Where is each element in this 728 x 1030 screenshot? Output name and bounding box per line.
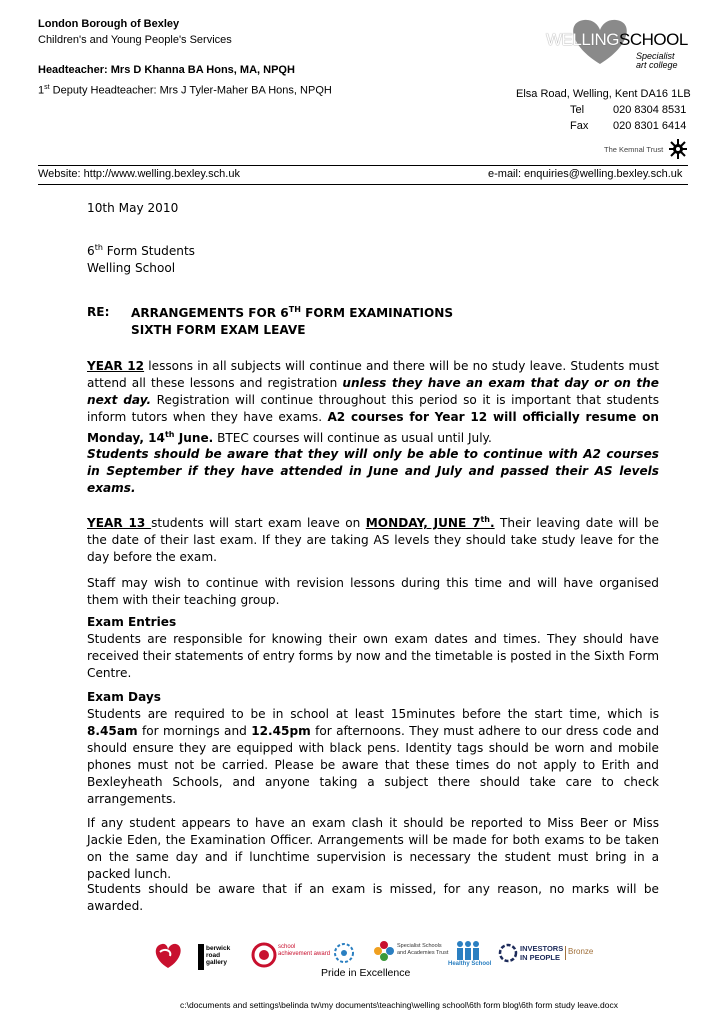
school-address: Elsa Road, Welling, Kent DA16 1LB: [516, 88, 691, 100]
exam-entries-section: Exam Entries Students are responsible for knowing their own exam dates and times. They should have received their statements of entry forms by now and the timetable is posted in the Sixth Form Centre.: [87, 615, 659, 680]
document-file-path: c:\documents and settings\belinda tw\my documents\teaching\welling school\6th form blog\6th form study leave.docx: [180, 1000, 618, 1010]
circular-badge-icon: [333, 942, 355, 964]
org-name: London Borough of Bexley: [38, 18, 180, 30]
letter-date: 10th May 2010: [87, 201, 179, 215]
specialist-schools-trust-logo: Specialist Schools and Academies Trust: [373, 940, 445, 968]
award-ribbon-icon: [250, 940, 278, 970]
fax-label: Fax: [570, 120, 589, 132]
re-label: RE:: [87, 305, 110, 319]
red-swirl-logo-icon: [150, 940, 186, 970]
org-department: Children's and Young People's Services: [38, 34, 232, 46]
missed-exam-paragraph: Students should be aware that if an exam is missed, for any reason, no marks will be awarded.: [87, 882, 659, 913]
recipient: 6th Form Students Welling School: [87, 243, 195, 276]
pride-in-excellence-tagline: Pride in Excellence: [321, 967, 411, 979]
email-link[interactable]: e-mail: enquiries@welling.bexley.sch.uk: [488, 168, 683, 180]
people-icon: [454, 940, 482, 960]
subject-heading: ARRANGEMENTS FOR 6TH FORM EXAMINATIONS SIXTH FORM EXAM LEAVE: [131, 305, 454, 338]
welling-school-logo: [540, 14, 690, 74]
exam-days-section: Exam Days Students are required to be in school at least 15minutes before the start time, which is 8.45am for mornings and 12.45pm for afternoons. They must adhere to our dress code and should ensure they are equipped with black pens. Identity tags should be worn and mobile phones must not be carried. Please be aware that these times do not apply to Erith and Bexleyheath Schools, and anyone taking a subject there should take care to check arrangements.: [87, 690, 659, 806]
header-rule-top: [38, 165, 688, 166]
revision-paragraph: Staff may wish to continue with revision lessons during this time and will have organised them with their teaching group.: [87, 576, 659, 607]
exam-days-heading: Exam Days: [87, 690, 161, 704]
berwick-road-gallery-logo: berwick road gallery: [198, 944, 234, 970]
headteacher-line: Headteacher: Mrs D Khanna BA Hons, MA, NPQH: [38, 64, 295, 76]
fax-number: 020 8301 6414: [613, 120, 687, 132]
school-achievement-award-logo: school achievement award: [250, 940, 322, 970]
kemnal-trust-logo: The Kemnal Trust: [604, 145, 664, 154]
exam-clash-paragraph: If any student appears to have an exam clash it should be reported to Miss Beer or Miss Jackie Eden, the Examination Officer. Arrangements will be made for both exams to be taken on the same day and if lunchtime supervision is necessary the student must bring in a packed lunch.: [87, 816, 659, 881]
healthy-school-logo: Healthy School: [448, 940, 488, 970]
flower-icon: [373, 940, 395, 962]
gear-flower-icon: [668, 138, 688, 160]
website-link[interactable]: Website: http://www.welling.bexley.sch.uk: [38, 168, 240, 180]
logo-welling-text: WELLING: [546, 30, 620, 49]
deputy-headteacher-line: 1st Deputy Headteacher: Mrs J Tyler-Maher BA Hons, NPQH: [38, 84, 332, 97]
a2-warning-paragraph: Students should be aware that they will only be able to continue with A2 courses in September if they have attended in June and July and passed their AS levels exams.: [87, 447, 659, 495]
year13-paragraph: YEAR 13 students will start exam leave on MONDAY, JUNE 7th. Their leaving date will be the date of their last exam. If they are taking AS levels they should take study leave for the day before the exam.: [87, 515, 659, 565]
tel-label: Tel: [570, 104, 585, 116]
exam-entries-heading: Exam Entries: [87, 615, 177, 629]
tel-number: 020 8304 8531: [613, 104, 687, 116]
header-rule-bottom: [38, 184, 688, 185]
investors-in-people-logo: INVESTORS IN PEOPLE Bronze: [498, 942, 594, 966]
logo-specialist-text: Specialist art college: [636, 51, 678, 70]
year12-paragraph: YEAR 12 lessons in all subjects will continue and there will be no study leave. Students must attend all these lessons and registration unless they have an exam that day or on the next day. Registration will continue throughout this period so it is important that students inform tutors when they have exams. A2 courses for Year 12 will officially resume on Monday, 14th June. BTEC courses will continue as usual until July.: [87, 359, 659, 446]
iip-circle-icon: [498, 943, 518, 963]
logo-school-text: SCHOOL: [619, 30, 688, 49]
